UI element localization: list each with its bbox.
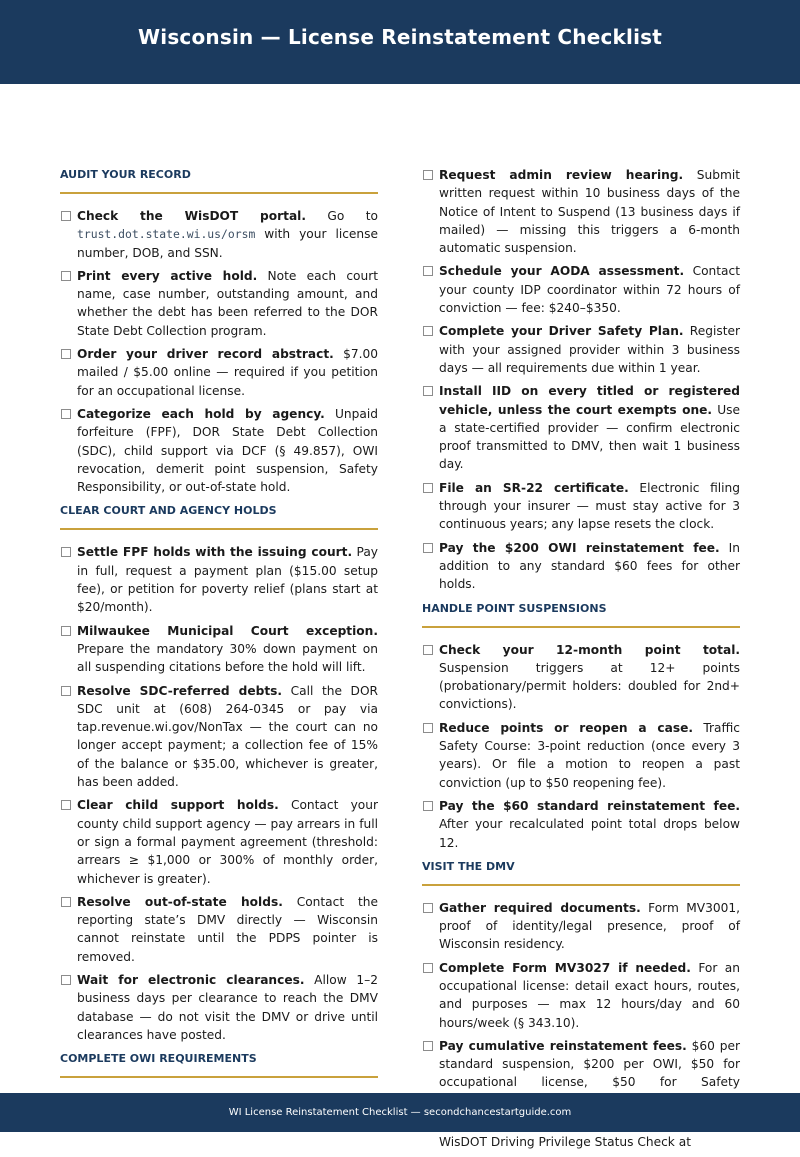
item-lead: Pay the $200 OWI reinstatement fee. [439,540,720,555]
checklist-item [60,622,378,677]
checkbox[interactable] [423,645,433,655]
item-lead: Clear child support holds. [77,798,279,813]
item-lead: Reduce points or reopen a case. [439,720,693,735]
section-title: VISIT THE DMV [422,858,740,886]
checkbox[interactable] [423,386,433,396]
section-owi-requirements [60,1050,378,1078]
item-text: $60 per standard suspension, $200 per OWI, $50 for occupational license, $50 for Safety [439,1038,740,1090]
item-lead: Schedule your AODA assessment. [439,264,685,279]
item-text: For an occupational license: detail exact hours, routes, and purposes — max 12 hours/day and 60 hours/week (§ 343.10). [439,960,740,1030]
checklist-item [60,345,378,400]
item-lead: Install IID on every titled or registered vehicle, unless the court exempts one. [439,384,740,417]
checklist-item [60,267,378,340]
item-lead: Request admin review hearing. [439,168,684,182]
checklist-item [422,262,740,317]
checkbox[interactable] [423,1041,433,1051]
checkbox[interactable] [423,170,433,180]
item-lead: Gather required documents. [439,900,641,915]
checklist-item [422,382,740,473]
checklist-item [422,479,740,534]
item-lead: Milwaukee Municipal Court exception. [77,623,378,638]
checklist-item [60,405,378,496]
item-text: Suspension triggers at 12+ points (probationary/permit holders: doubled for 2nd+ convictions). [439,660,740,712]
checklist-item [60,543,378,616]
page-header [0,0,800,84]
item-text: $7.00 mailed / $5.00 online — required if you petition for an occupational license. [77,347,378,398]
checkbox[interactable] [423,483,433,493]
item-text: Contact the reporting state’s DMV directly — Wisconsin cannot reinstate until the PDPS pointer is removed. [77,894,378,964]
checkbox[interactable] [61,975,71,985]
checkbox[interactable] [61,211,71,221]
footer-text: WI License Reinstatement Checklist — secondchancestartguide.com [228,1107,572,1118]
section-title: CLEAR COURT AND AGENCY HOLDS [60,502,378,530]
checklist-item [422,719,740,792]
checkbox[interactable] [423,266,433,276]
item-lead: Order your driver record abstract. [77,347,334,362]
item-text: with your license number, DOB, and SSN. [77,227,378,260]
page-title: Wisconsin — License Reinstatement Checklist [138,25,662,49]
section-clear-holds [60,502,378,1044]
checklist-item [60,893,378,966]
item-text: Submit written request within 10 business days of the Notice of Intent to Suspend (13 business days if mailed) — missing this triggers a 6-month automatic suspension. [439,168,741,256]
item-lead: Complete your Driver Safety Plan. [439,324,684,339]
item-text: Register with your assigned provider within 3 business days — all requirements due within 1 year. [439,324,740,375]
item-text: Note each court name, case number, outstanding amount, and whether the debt has been referred to the DOR State Debt Collection program. [77,268,378,338]
item-text: Unpaid forfeiture (FPF), DOR State Debt Collection (SDC), child support via DCF (§ 49.857), OWI revocation, demerit point suspension, Safety Responsibility, or out-of-state hold. [77,406,378,495]
item-lead: Categorize each hold by agency. [77,406,325,421]
checkbox[interactable] [61,626,71,636]
item-text: Call the DOR SDC unit at (608) 264-0345 or pay via tap.revenue.wi.gov/NonTax — the court can no longer accept payment; a collection fee of 15% of the balance or $35.00, whichever is greater, has been added. [77,683,379,790]
section-title: AUDIT YOUR RECORD [60,166,378,194]
portal-url: trust.dot.state.wi.us/orsm [77,227,256,242]
item-text: Contact your county IDP coordinator within 72 hours of conviction — fee: $240–$350. [439,264,741,316]
section-owi-items [422,166,740,594]
checkbox[interactable] [423,963,433,973]
item-text: Form MV3001, proof of identity/legal presence, proof of Wisconsin residency. [439,900,740,952]
item-lead: Check the WisDOT portal. [77,209,306,223]
checkbox[interactable] [423,723,433,733]
checklist-item [60,796,378,887]
checkbox[interactable] [423,903,433,913]
checklist-item [422,322,740,377]
checkbox[interactable] [423,801,433,811]
checklist [422,641,740,852]
checklist-item [422,959,740,1032]
section-title: COMPLETE OWI REQUIREMENTS [60,1050,378,1078]
checklist-item [422,539,740,594]
checklist [60,543,378,1044]
item-lead: Print every active hold. [77,268,258,283]
checklist-item [422,166,740,257]
item-text: Electronic filing through your insurer — must stay active for 3 continuous years; any lapse resets the clock. [439,480,741,532]
item-text: Prepare the mandatory 30% down payment on all suspending citations before the hold will lift. [77,641,378,675]
item-text: Use a state-certified provider — confirm electronic proof transmitted to DMV, then wait 1 business day. [439,402,740,472]
checkbox[interactable] [61,800,71,810]
checklist-item [60,207,378,262]
checkbox[interactable] [61,349,71,359]
item-text: In addition to any standard $60 fees for other holds. [439,540,740,592]
checkbox[interactable] [61,897,71,907]
checkbox[interactable] [61,686,71,696]
item-text: Pay in full, request a payment plan ($15.00 setup fee), or petition for poverty relief (plans start at $20/month). [77,545,379,615]
page-footer [0,1093,800,1132]
checkbox[interactable] [423,543,433,553]
left-column [60,166,378,1091]
checklist-item [422,899,740,954]
right-column [422,166,740,1157]
checklist [422,166,740,594]
item-text: Go to [306,209,378,223]
item-lead: Resolve out-of-state holds. [77,894,283,909]
checklist-item [60,682,378,792]
item-text: Traffic Safety Course: 3-point reduction (once every 3 years). Or file a motion to reopen a past conviction (up to $50 reopening fee). [439,720,740,790]
checklist-item [422,797,740,852]
item-lead: File an SR-22 certificate. [439,480,629,495]
item-lead: Pay cumulative reinstatement fees. [439,1038,687,1053]
item-text: After your recalculated point total drops below 12. [439,817,740,850]
checkbox[interactable] [423,326,433,336]
item-lead: Wait for electronic clearances. [77,972,305,987]
checklist [60,207,378,496]
section-point-suspensions [422,600,740,852]
item-text: WisDOT Driving Privilege Status Check at [439,1135,691,1150]
item-lead: Check your 12-month point total. [439,642,740,657]
item-lead: Pay the $60 standard reinstatement fee. [439,798,740,813]
checkbox[interactable] [61,271,71,281]
checklist-item [422,641,740,714]
checklist-item [60,971,378,1044]
item-lead: Complete Form MV3027 if needed. [439,960,691,975]
section-audit-your-record [60,166,378,496]
item-lead: Settle FPF holds with the issuing court. [77,545,353,560]
section-title: HANDLE POINT SUSPENSIONS [422,600,740,628]
checkbox[interactable] [61,409,71,419]
checkbox[interactable] [61,547,71,557]
item-text: Contact your county child support agency — pay arrears in full or sign a formal payment agreement (threshold: arrears ≥ $1,000 or 300% of monthly order, whichever is greater). [77,798,378,886]
item-lead: Resolve SDC-referred debts. [77,683,283,698]
item-text: Allow 1–2 business days per clearance to reach the DMV database — do not visit the DMV or drive until clearances have posted. [77,972,378,1042]
